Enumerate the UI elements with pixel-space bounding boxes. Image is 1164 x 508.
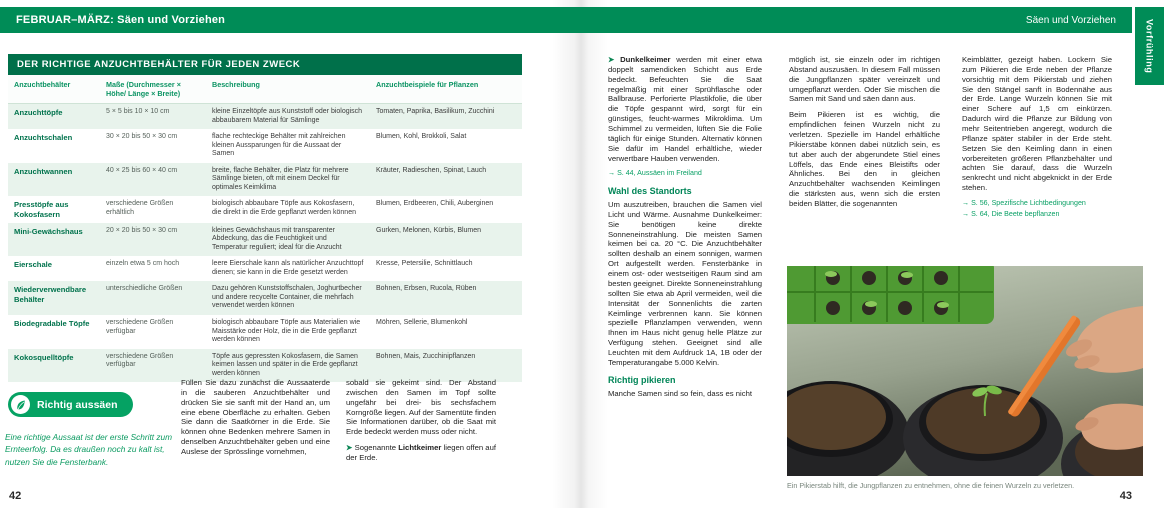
cell-description: flache rechteckige Behälter mit zahlreichen kleinen Aussparungen für die Aussaat der Samen bbox=[212, 133, 346, 158]
paragraph: Keimblätter, gezeigt haben. Lockern Sie zum Pikieren die Erde neben der Pflanze vorsichtig mit dem Pikierstab und ziehen Sie den Stängel sanft in Bodennähe aus der Erde. Lange Wurzeln können Sie mit einer Schere auf 1,5 cm einkürzen. Dadurch wird die Pflanze zur Bildung von mehr Seitentrieben angeregt, wodurch die Pflanze später stabiler in der Erde steht. Setzen Sie den Keimling dann in einen vorbereiteten größeren Pflanzbehälter und achten Sie darauf, dass die Wurzeln senkrecht und nicht abgeknickt in der Erde stehen. bbox=[962, 55, 1112, 193]
cell-container: Kokosquelltöpfe bbox=[14, 352, 74, 362]
keyword-bold: Lichtkeimer bbox=[398, 443, 442, 453]
cell-examples: Blumen, Kohl, Brokkoli, Salat bbox=[376, 133, 467, 141]
cell-size: 40 × 25 bis 60 × 40 cm bbox=[106, 166, 178, 174]
column-header: Beschreibung bbox=[212, 80, 260, 89]
page-number-left: 42 bbox=[9, 490, 22, 502]
cell-description: breite, flache Behälter, die Platz für mehrere Sämlinge bieten, oft mit einem Deckel für optimales Keimklima bbox=[212, 166, 349, 191]
cell-examples: Kresse, Petersilie, Schnittlauch bbox=[376, 260, 473, 268]
table-row bbox=[8, 163, 522, 197]
cell-container: Mini-Gewächshaus bbox=[14, 226, 83, 236]
subheading: Wahl des Standorts bbox=[608, 185, 692, 196]
table-row bbox=[8, 256, 522, 281]
arrow-bullet-icon: ➤ bbox=[608, 55, 615, 64]
cell-description: leere Eierschale kann als natürlicher Anzuchttopf dienen; sie kann in die Erde gesetzt werden bbox=[212, 260, 364, 276]
table-row bbox=[8, 223, 522, 257]
paragraph: sobald sie gekeimt sind. Der Abstand zwischen den Samen im Topf sollte ungefähr bei drei- bis sechsfachem Korngröße liegen. Auf der Samentüte finden Sie Informationen darüber, ob die Saat mit Erde bedeckt werden muss oder nicht. bbox=[346, 378, 497, 437]
leaf-icon bbox=[11, 395, 30, 414]
paragraph-text: Sogenannte bbox=[352, 443, 399, 453]
cell-examples: Tomaten, Paprika, Basilikum, Zucchini bbox=[376, 108, 495, 115]
cross-reference: → S. 64, Die Beete bepflanzen bbox=[962, 210, 1060, 219]
page-gutter-shadow bbox=[552, 0, 608, 508]
left-page-column-1 bbox=[181, 378, 330, 463]
table-row bbox=[8, 281, 522, 315]
cell-examples: Kräuter, Radieschen, Spinat, Lauch bbox=[376, 166, 487, 174]
cell-description: Dazu gehören Kunststoffschalen, Joghurtbecher und andere recycelte Container, die mehrfach verwendet werden können bbox=[212, 285, 362, 310]
paragraph bbox=[346, 443, 496, 463]
cell-container: Biodegradable Töpfe bbox=[14, 319, 90, 328]
chapter-header-bar bbox=[0, 7, 1132, 33]
paragraph: Um auszutreiben, brauchen die Samen viel Licht und Wärme. Ausnahme Dunkelkeimer: Sie benötigen keine direkte Sonneneinstrahlung. Die meisten Samen keimen bei ca. 20 °C. Die Anzuchtbehälter sollten deshalb an einem sonnigen, warmen Ort aufgestellt werden. Fensterbänke in einem ost- oder westseitigen Raum sind am besten geeignet. Direkte Sonneneinstrahlung sollten Sie etwa ab April vermeiden, weil die Intensität der Sonnenlichts die zarten Keimlinge verbrennen kann. Sie können spezielle Pflanzlampen verwenden, wenn Ihnen im Haus nicht genug helle Plätze zur Verfügung stehen. Geeignet sind alle Leuchten mit dem Aufdruck 1A, 1B oder der Temperaturangabe 5.000 Kelvin. bbox=[608, 200, 762, 367]
section-badge bbox=[8, 392, 133, 417]
paragraph-text: werden mit einer etwa doppelt samendicken Schicht aus Erde bedeckt. Befeuchten Sie die Saat regelmäßig mit einer Sprühflasche oder Ballbrause. Perforierte Plastikfolie, die über die Töpfe gespannt wird, sorgt für ein günstiges, feucht-warmes Mikroklima. Um Schimmel zu vermeiden, lüften Sie die Folie täglich für einige Stunden. Alternativ können Sie dafür im Handel erhältliche, wieder verwertbare Hauben verwenden. bbox=[608, 55, 762, 163]
chapter-title-right: Säen und Vorziehen bbox=[1025, 14, 1116, 26]
seed-tray bbox=[787, 266, 994, 324]
paragraph: möglich ist, sie einzeln oder im richtigen Abstand auszusäen. In diesem Fall müssen die Jungpflanzen später vereinzelt und umgepflanzt werden. Oder Sie mischen die Samen mit Sand und säen dann aus. bbox=[789, 55, 940, 104]
paragraph-text: liegen offen auf der Erde. bbox=[346, 443, 496, 463]
section-badge-label: Richtig aussäen bbox=[37, 398, 118, 411]
photo-caption: Ein Pikierstab hilft, die Jungpflanzen zu entnehmen, ohne die feinen Wurzeln zu verletzen. bbox=[787, 481, 1075, 490]
keyword-bold: Dunkelkeimer bbox=[620, 55, 671, 64]
table-row bbox=[8, 104, 522, 129]
cell-size: 20 × 20 bis 50 × 30 cm bbox=[106, 226, 178, 234]
cross-reference: → S. 44, Aussäen im Freiland bbox=[608, 169, 702, 178]
cell-size: verschiedene Größen verfügbar bbox=[106, 352, 174, 369]
paragraph: Beim Pikieren ist es wichtig, die empfindlichen feinen Wurzeln nicht zu verletzen. Spezielle im Handel erhältliche Pikierstäbe können dabei nützlich sein, es tut aber auch der abgerundete Stiel eines Löffels, das Ende eines Bleistifts oder Ähnliches. Bei den in gleichen Anzuchtbehälter wachsenden Keimlingen die stärksten aus, wenn sich die ersten beiden Blätter, die sogenannten bbox=[789, 110, 940, 209]
cell-size: unterschiedliche Größen bbox=[106, 285, 183, 293]
cell-size: verschiedene Größen verfügbar bbox=[106, 319, 174, 335]
cell-container: Anzuchttöpfe bbox=[14, 108, 63, 117]
cell-size: 30 × 20 bis 50 × 30 cm bbox=[106, 133, 178, 141]
arrow-bullet-icon: ➤ bbox=[346, 443, 353, 453]
right-page-column-3 bbox=[962, 55, 1112, 221]
table-row bbox=[8, 129, 522, 163]
paragraph: Füllen Sie dazu zunächst die Aussaaterde in die sauberen Anzuchtbehälter und drücken Sie sie sanft mit der Hand an, um eine ebene Oberfläche zu erhalten. Geben Sie dann die Saatkörner in die Erde. Sie können ohne Bedenken mehrere Samen in denselben Anzuchtbehälter geben und eine Auslese der Sprösslinge vornehmen, bbox=[181, 378, 330, 457]
cell-examples: Blumen, Erdbeeren, Chili, Auberginen bbox=[376, 200, 494, 208]
right-page-column-2 bbox=[789, 55, 940, 215]
table-header-row bbox=[8, 75, 522, 104]
paragraph bbox=[608, 55, 762, 163]
photo-pricking-out-seedlings bbox=[787, 266, 1143, 476]
cell-container: Wiederverwendbare Behälter bbox=[14, 285, 87, 304]
left-page-column-2 bbox=[346, 378, 496, 469]
cell-size: einzeln etwa 5 cm hoch bbox=[106, 260, 180, 268]
cell-description: Töpfe aus gepressten Kokosfasern, die Samen keimen lassen und später in die Erde gepflanzt werden können bbox=[212, 352, 358, 377]
cell-size: verschiedene Größen erhältlich bbox=[106, 200, 174, 216]
cell-container: Anzuchtschalen bbox=[14, 133, 73, 143]
column-header: Anzuchtbeispiele für Pflanzen bbox=[376, 80, 479, 89]
container-table bbox=[8, 54, 522, 382]
page-number-right: 43 bbox=[1119, 490, 1132, 502]
cell-examples: Gurken, Melonen, Kürbis, Blumen bbox=[376, 226, 482, 234]
table-title: DER RICHTIGE ANZUCHTBEHÄLTER FÜR JEDEN ZWECK bbox=[8, 54, 522, 75]
cell-description: biologisch abbaubare Töpfe aus Materialien wie Maisstärke oder Holz, die in die Erde gepflanzt werden können bbox=[212, 319, 361, 344]
season-tab-label: Vorfrühling bbox=[1144, 18, 1155, 74]
cell-description: biologisch abbaubare Töpfe aus Kokosfasern, die direkt in die Erde gepflanzt werden können bbox=[212, 200, 356, 216]
cell-container: Eierschale bbox=[14, 260, 52, 270]
column-header: Anzuchtbehälter bbox=[14, 80, 71, 89]
paragraph: Manche Samen sind so fein, dass es nicht bbox=[608, 389, 753, 399]
cell-container: Presstöpfe aus Kokosfasern bbox=[14, 200, 69, 219]
table-row bbox=[8, 315, 522, 349]
cross-reference: → S. 56, Spezifische Lichtbedingungen bbox=[962, 199, 1086, 208]
cell-container: Anzuchtwannen bbox=[14, 166, 73, 176]
cell-examples: Bohnen, Erbsen, Rucola, Rüben bbox=[376, 285, 477, 293]
cell-description: kleines Gewächshaus mit transparenter Abdeckung, das die Feuchtigkeit und Temperatur reguliert; ideal für die Anzucht bbox=[212, 226, 342, 251]
chapter-title-left: FEBRUAR–MÄRZ: Säen und Vorziehen bbox=[16, 14, 226, 26]
cell-examples: Bohnen, Mais, Zucchinipflanzen bbox=[376, 352, 476, 360]
cell-size: 5 × 5 bis 10 × 10 cm bbox=[106, 108, 170, 115]
right-page-column-1 bbox=[608, 55, 762, 405]
cell-examples: Möhren, Sellerie, Blumenkohl bbox=[376, 319, 468, 326]
cell-description: kleine Einzeltöpfe aus Kunststoff oder biologisch abbaubarem Material für Sämlinge bbox=[212, 108, 363, 124]
season-tab bbox=[1135, 7, 1164, 85]
column-header: Maße (Durchmesser × Höhe/ Länge × Breite) bbox=[106, 80, 181, 98]
subheading: Richtig pikieren bbox=[608, 374, 676, 385]
table-row bbox=[8, 196, 522, 223]
margin-note: Eine richtige Aussaat ist der erste Schritt zum Ernteerfolg. Da es draußen noch zu kalt ist, nutzen Sie die Fensterbank. bbox=[5, 432, 173, 467]
